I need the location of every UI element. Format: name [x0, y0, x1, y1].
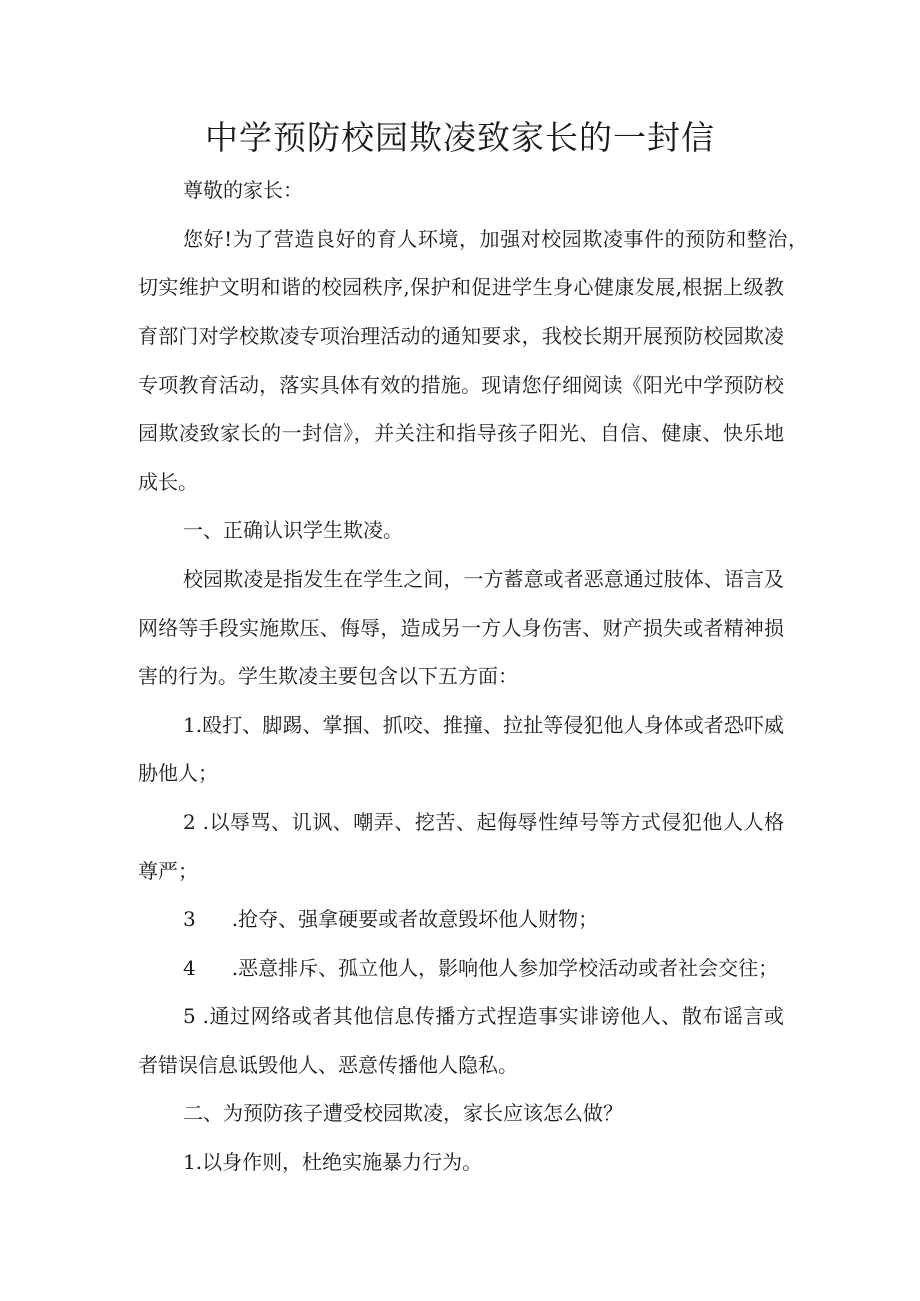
intro-line-1: 您好!为了营造良好的育人环境，加强对校园欺凌事件的预防和整治， [183, 227, 808, 251]
list-item-4-text: .恶意排斥、孤立他人，影响他人参加学校活动或者社会交往； [231, 956, 779, 980]
section-1-heading: 一、正确认识学生欺凌。 [183, 518, 403, 542]
section-1-para-line-2: 网络等手段实施欺压、侮辱，造成另一方人身伤害、财产损失或者精神损 [138, 616, 784, 640]
list-item-3-text: .抢夺、强拿硬要或者故意毁坏他人财物； [231, 907, 599, 931]
letter-title: 中学预防校园欺凌致家长的一封信 [205, 118, 715, 157]
list-item-2-line-1: 2 .以辱骂、讥讽、嘲弄、挖苦、起侮辱性绰号等方式侵犯他人人格 [183, 810, 784, 834]
intro-line-5: 园欺凌致家长的一封信》，并关注和指导孩子阳光、自信、健康、快乐地 [138, 421, 784, 445]
intro-line-6: 成长。 [138, 470, 198, 494]
list-item-1-line-2: 胁他人； [138, 761, 218, 785]
list-item-2-line-2: 尊严； [138, 859, 198, 883]
section-1-para-line-3: 害的行为。学生欺凌主要包含以下五方面： [138, 664, 518, 688]
section-2-item-1: 1.以身作则，杜绝实施暴力行为。 [183, 1150, 483, 1174]
list-item-5-line-2: 者错误信息诋毁他人、恶意传播他人隐私。 [138, 1053, 518, 1077]
list-item-4-number: 4 [183, 956, 196, 980]
list-item-4 [183, 954, 778, 982]
intro-line-2: 切实维护文明和谐的校园秩序,保护和促进学生身心健康发展,根据上级教 [138, 275, 784, 299]
section-1-para-line-1: 校园欺凌是指发生在学生之间，一方蓄意或者恶意通过肢体、语言及 [183, 567, 784, 591]
list-item-3-number: 3 [183, 907, 196, 931]
section-2-heading: 二、为预防孩子遭受校园欺凌，家长应该怎么做？ [183, 1101, 623, 1125]
list-item-1-line-1: 1.殴打、脚踢、掌掴、抓咬、推撞、拉扯等侵犯他人身体或者恐吓威 [183, 713, 784, 737]
intro-line-4: 专项教育活动，落实具体有效的措施。现请您仔细阅读《阳光中学预防校 [138, 373, 784, 397]
list-item-5-line-1: 5 .通过网络或者其他信息传播方式捏造事实诽谤他人、散布谣言或 [183, 1004, 784, 1028]
greeting: 尊敬的家长： [183, 178, 303, 202]
intro-line-3: 育部门对学校欺凌专项治理活动的通知要求，我校长期开展预防校园欺凌 [138, 324, 784, 348]
list-item-3 [183, 905, 598, 933]
